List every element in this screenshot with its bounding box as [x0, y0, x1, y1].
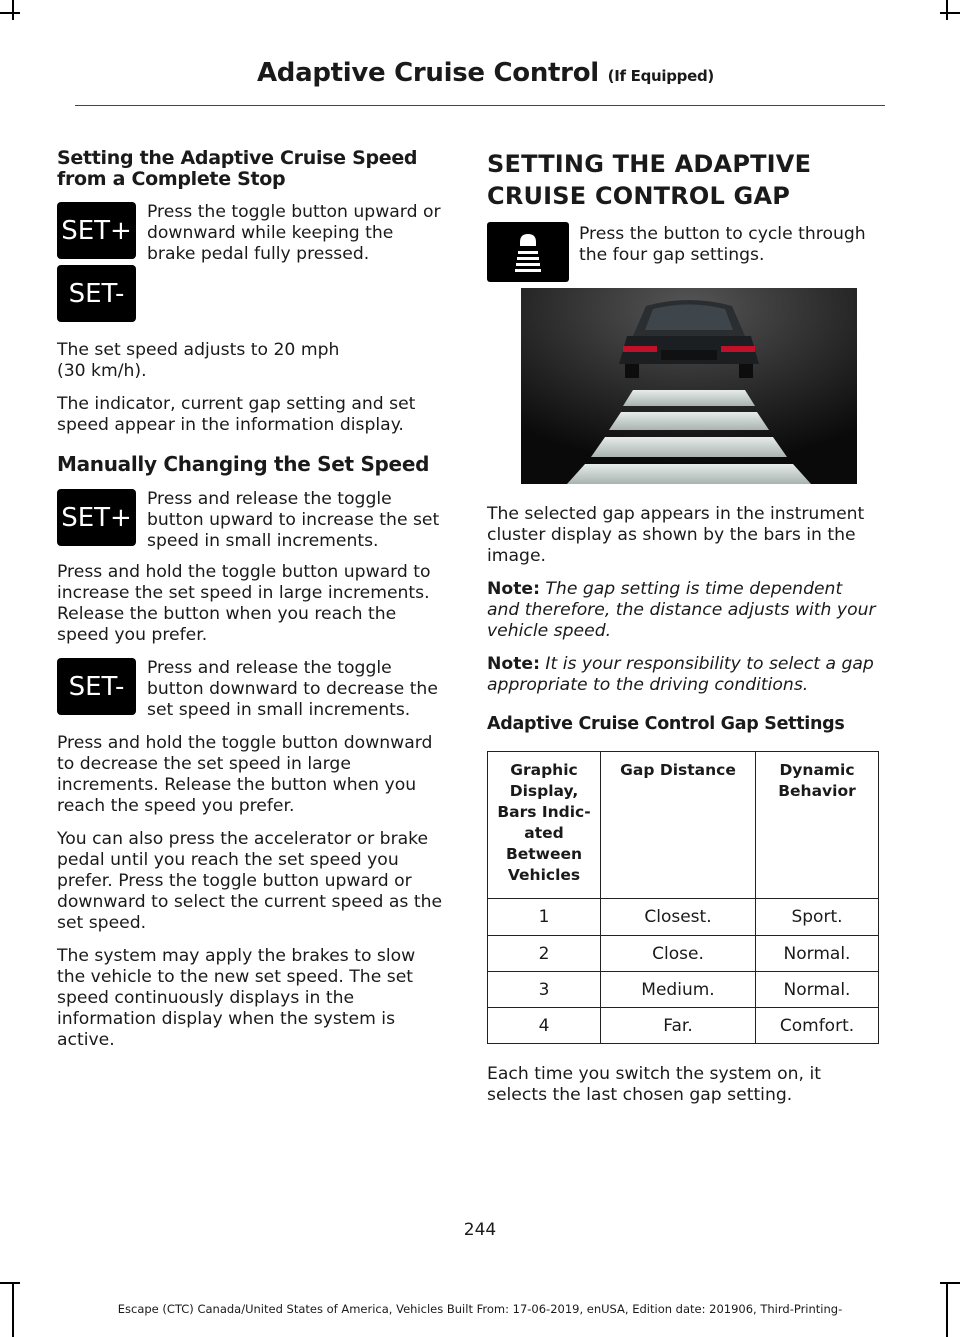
table-cell: Normal. [756, 972, 879, 1008]
hold-down-text: Press and hold the toggle button downward to decrease the set speed in large increments. Release the button when you reach the speed you prefer. [57, 733, 433, 816]
brakes-text: The system may apply the brakes to slow the vehicle to the new set speed. The set speed continuously displays in the information display when the system is active. [57, 946, 416, 1050]
table-header-gap-distance: Gap Distance [601, 752, 756, 899]
table-cell: Far. [601, 1008, 756, 1044]
gap-display-image [521, 288, 857, 484]
table-row [488, 972, 879, 1008]
table-title: Adaptive Cruise Control Gap Settings [487, 714, 845, 734]
set-plus-icon: SET+ [57, 489, 136, 546]
table-cell: Sport. [756, 899, 879, 936]
crop-mark [940, 1282, 960, 1284]
crop-mark [0, 12, 20, 14]
set-plus-icon: SET+ [57, 202, 136, 259]
last-gap-text: Each time you switch the system on, it selects the last chosen gap setting. [487, 1064, 821, 1105]
page-header-suffix: (If Equipped) [607, 67, 714, 85]
table-cell: 4 [488, 1008, 601, 1044]
set-speed-adjusts-text: The set speed adjusts to 20 mph (30 km/h). [57, 340, 340, 381]
release-up-text: Press and release the toggle button upward to increase the set speed in small increments. [147, 489, 440, 551]
icon-stack [57, 202, 136, 328]
release-down-text: Press and release the toggle button downward to decrease the set speed in small increments. [147, 658, 438, 720]
note-responsibility: Note: It is your responsibility to select a gap appropriate to the driving conditions. [487, 654, 874, 695]
set-minus-block [57, 658, 447, 721]
table-header-dynamic-behavior: Dynamic Behavior [756, 752, 879, 899]
crop-mark [940, 12, 960, 14]
table-header-graphic-display: Graphic Display, Bars Indic-ated Between Vehicles [488, 752, 601, 899]
right-column [487, 148, 879, 1118]
gap-display-illustration [521, 288, 857, 484]
hold-up-text: Press and hold the toggle button upward to increase the set speed in large increments. Release the button when you reach the speed you prefer. [57, 562, 431, 645]
indicator-text: The indicator, current gap setting and set speed appear in the information display. [57, 394, 416, 435]
icon-stack [57, 489, 136, 546]
page-header-title: Adaptive Cruise Control (If Equipped) [256, 58, 714, 88]
section-heading-manual-set-speed: Manually Changing the Set Speed [57, 452, 430, 476]
table-cell: Closest. [601, 899, 756, 936]
gap-distance-icon [487, 222, 569, 282]
table-cell: Close. [601, 936, 756, 972]
cycle-instruction: Press the button to cycle through the four gap settings. [579, 224, 866, 265]
table-cell: Normal. [756, 936, 879, 972]
gap-settings-table [487, 751, 879, 1044]
gap-button-block [487, 222, 879, 282]
note-time-dependent: Note: The gap setting is time dependent and therefore, the distance adjusts with your vehicle speed. [487, 579, 876, 641]
gap-distance-icon-glyph [511, 231, 545, 273]
table-cell: Medium. [601, 972, 756, 1008]
set-minus-icon: SET- [57, 265, 136, 322]
set-minus-icon: SET- [57, 658, 136, 715]
header-divider [75, 105, 885, 106]
table-cell: 3 [488, 972, 601, 1008]
table-row [488, 899, 879, 936]
icon-stack [57, 658, 136, 715]
toggle-instruction: Press the toggle button upward or downward while keeping the brake pedal fully pressed. [147, 202, 441, 264]
accelerator-text: You can also press the accelerator or brake pedal until you reach the set speed you prefer. Press the toggle button upward or downward to select the current speed as the set speed. [57, 829, 443, 933]
crop-mark [12, 0, 14, 20]
table-cell: Comfort. [756, 1008, 879, 1044]
table-row [488, 1008, 879, 1044]
table-cell: 2 [488, 936, 601, 972]
selected-gap-text: The selected gap appears in the instrument cluster display as shown by the bars in the image. [487, 504, 865, 566]
crop-mark [946, 0, 948, 20]
page-number: 244 [463, 1220, 497, 1240]
left-column [57, 148, 447, 1063]
crop-mark [0, 1282, 20, 1284]
set-toggle-block [57, 202, 447, 328]
set-plus-block [57, 489, 447, 552]
page-footer: Escape (CTC) Canada/United States of America, Vehicles Built From: 17-06-2019, enUSA, Edition date: 201906, Third-Printing- [117, 1302, 843, 1316]
table-cell: 1 [488, 899, 601, 936]
table-row [488, 936, 879, 972]
section-heading-complete-stop: Setting the Adaptive Cruise Speed from a Complete Stop [57, 147, 418, 190]
section-heading-gap: SETTING THE ADAPTIVE CRUISE CONTROL GAP [487, 150, 812, 210]
